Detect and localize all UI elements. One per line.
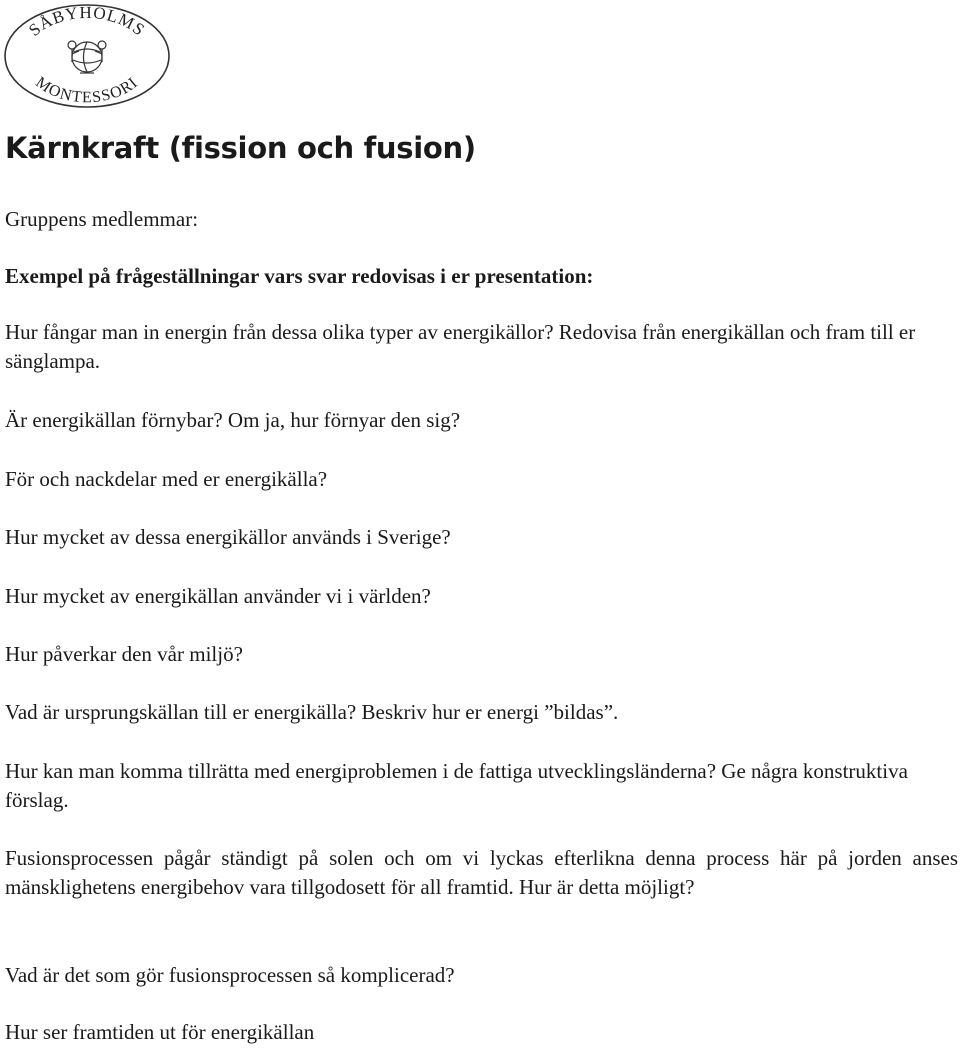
question-item: Vad är ursprungskällan till er energikälla? Beskriv hur er energi ”bildas”.	[5, 700, 619, 724]
logo-top-text: SÅBYHOLMS	[25, 2, 149, 40]
page-title: Kärnkraft (fission och fusion)	[5, 131, 476, 165]
question-item: För och nackdelar med er energikälla?	[5, 467, 328, 491]
question-item: Fusionsprocessen pågår ständigt på solen och om vi lyckas efterlikna denna process här på jorden anses mänsklighetens energibehov vara tillgodosett för all framtid. Hur är detta möjligt?	[5, 846, 958, 899]
question-item: Hur kan man komma tillrätta med energiproblemen i de fattiga utvecklingsländerna? Ge några konstruktiva förslag.	[5, 759, 908, 812]
question-item: Hur påverkar den vår miljö?	[5, 642, 243, 666]
question-item: Hur mycket av energikällan använder vi i världen?	[5, 584, 431, 608]
question-item: Är energikällan förnybar? Om ja, hur förnyar den sig?	[5, 408, 461, 432]
question-item: Hur fångar man in energin från dessa olika typer av energikällor? Redovisa från energikällan och fram till er sänglampa.	[5, 320, 916, 373]
question-item: Vad är det som gör fusionsprocessen så komplicerad?	[5, 963, 455, 987]
school-logo	[2, 2, 172, 110]
logo-bottom-text: MONTESSORI	[32, 73, 142, 107]
question-item: Hur mycket av dessa energikällor används i Sverige?	[5, 525, 451, 549]
questions-heading: Exempel på frågeställningar vars svar redovisas i er presentation:	[5, 264, 594, 288]
group-members-label: Gruppens medlemmar:	[5, 207, 199, 231]
logo-emblem-icon	[68, 41, 106, 73]
question-item: Hur ser framtiden ut för energikällan	[5, 1020, 315, 1044]
